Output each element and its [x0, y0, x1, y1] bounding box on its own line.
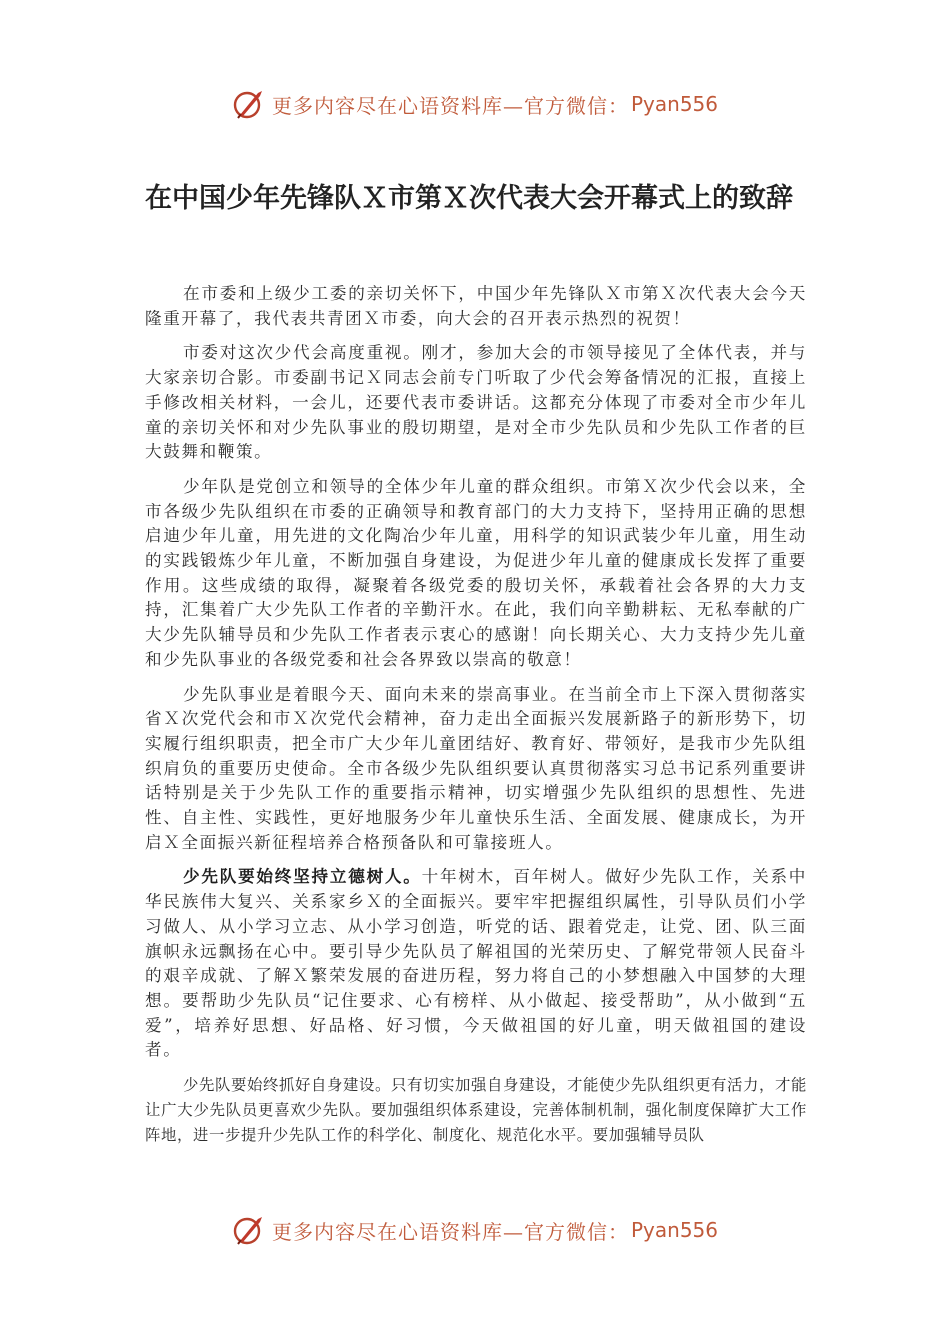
- section-body: 十年树木，百年树人。做好少先队工作，关系中华民族伟大复兴、关系家乡Ｘ的全面振兴。要牢牢把握组织属性，引导队员们小学习做人、从小学习立志、从小学习创造，听党的话、跟着党走，让党、团、队三面旗帜永远飘扬在心中。要引导少先队员了解祖国的光荣历史、了解党带领人民奋斗的艰辛成就、了解Ｘ繁荣发展的奋进历程，努力将自己的小梦想融入中国梦的大理想。要帮助少先队员“记住要求、心有榜样、从小做起、接受帮助”，从小做到“五爱”，培养好思想、好品格、好习惯，今天做祖国的好儿童，明天做祖国的建设者。: [145, 867, 807, 1060]
- banner-text: 更多内容尽在心语资料库—官方微信：: [271, 93, 629, 118]
- paragraph-3: 少年队是党创立和领导的全体少年儿童的群众组织。市第Ｘ次少代会以来，全市各级少先队组织在市委的正确领导和教育部门的大力支持下，坚持用正确的思想启迪少年儿童，用先进的文化陶冶少年儿童，用科学的知识武装少年儿童，用生动的实践锻炼少年儿童，不断加强自身建设，为促进少年儿童的健康成长发挥了重要作用。这些成绩的取得，凝聚着各级党委的殷切关怀，承载着社会各界的大力支持，汇集着广大少先队工作者的辛勤汗水。在此，我们向辛勤耕耘、无私奉献的广大少先队辅导员和少先队工作者表示衷心的感谢！向长期关心、大力支持少先儿童和少先队事业的各级党委和社会各界致以崇高的敬意！: [145, 476, 807, 669]
- quill-pen-logo-icon: [232, 1213, 266, 1247]
- paragraph-4: 少先队事业是着眼今天、面向未来的崇高事业。在当前全市上下深入贯彻落实省Ｘ次党代会和市Ｘ次党代会精神，奋力走出全面振兴发展新路子的新形势下，切实履行组织职责，把全市广大少年儿童团结好、教育好、带领好，是我市少先队组织肩负的重要历史使命。全市各级少先队组织要认真贯彻落实习总书记系列重要讲话特别是关于少先队工作的重要指示精神，切实增强少先队组织的思想性、先进性、自主性、实践性，更好地服务少年儿童快乐生活、全面发展、健康成长，为开启Ｘ全面振兴新征程培养合格预备队和可靠接班人。: [145, 684, 807, 852]
- paragraph-2: 市委对这次少代会高度重视。刚才，参加大会的市领导接见了全体代表，并与大家亲切合影。市委副书记Ｘ同志会前专门听取了少代会筹备情况的汇报，直接上手修改相关材料，一会儿，还要代表市委讲话。这都充分体现了市委对全市少年儿童的亲切关怀和对少先队事业的殷切期望，是对全市少先队员和少先队工作者的巨大鼓舞和鞭策。: [145, 343, 807, 462]
- paragraph-1: 在市委和上级少工委的亲切关怀下，中国少年先锋队Ｘ市第Ｘ次代表大会今天隆重开幕了，我代表共青团Ｘ市委，向大会的召开表示热烈的祝贺！: [145, 284, 807, 328]
- banner-wechat-handle: Pyan556: [630, 92, 718, 116]
- header-banner: [0, 82, 950, 126]
- section-lead: 少先队要始终坚持立德树人。: [183, 867, 422, 887]
- quill-pen-logo-icon: [232, 87, 266, 121]
- footer-banner: [0, 1208, 950, 1252]
- banner-wechat-handle: Pyan556: [630, 1218, 718, 1242]
- document-body: [145, 282, 807, 1157]
- paragraph-6: 少先队要始终抓好自身建设。只有切实加强自身建设，才能使少先队组织更有活力，才能让广大少先队员更喜欢少先队。要加强组织体系建设，完善体制机制，强化制度保障扩大工作阵地，进一步提升少先队工作的科学化、制度化、规范化水平。要加强辅导员队: [145, 1076, 807, 1144]
- document-title: 在中国少年先锋队Ｘ市第Ｘ次代表大会开幕式上的致辞: [145, 183, 793, 214]
- banner-text: 更多内容尽在心语资料库—官方微信：: [271, 1219, 629, 1244]
- paragraph-5: [145, 865, 807, 1063]
